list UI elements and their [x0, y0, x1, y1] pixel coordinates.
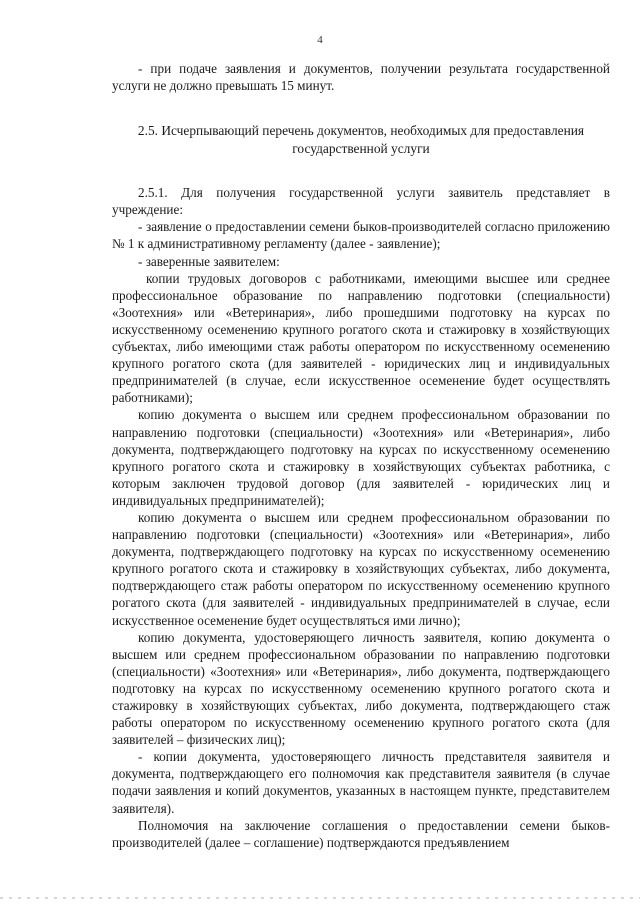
paragraph-application: - заявление о предоставлении семени быков-производителей согласно приложению № 1 к административному регламенту (далее - заявление);: [112, 219, 610, 252]
paragraph-entrepreneur-education: копию документа о высшем или среднем профессиональном образовании по направлению подготовки (специальности) «Зоотехния» или «Ветеринария», либо документа, подтверждающего подготовку на курсах по искусственному осеменению крупного рогатого скота и стажировку в хозяйствующих субъектах, либо документа, подтверждающего стаж работы оператором по искусственному осеменению крупного рогатого скота (для заявителей - индивидуальных предпринимателей в случае, если искусственное осеменение будет осуществляться ими лично);: [112, 509, 610, 628]
document-body: [112, 60, 610, 851]
paragraph-individual-documents: копию документа, удостоверяющего личность заявителя, копию документа о высшем или среднем профессиональном образовании по направлению подготовки (специальности) «Зоотехния» или «Ветеринария», либо документа, подтверждающего подготовку на курсах по искусственному осеменению крупного рогатого скота и стажировку в хозяйствующих субъектах, либо документа, подтверждающего стаж работы оператором по искусственному осеменению крупного рогатого скота (для заявителей – физических лиц);: [112, 629, 610, 748]
paragraph-certified: - заверенные заявителем:: [138, 253, 280, 269]
intro-paragraph: - при подаче заявления и документов, получении результата государственной услуги не должно превышать 15 минут.: [112, 61, 610, 94]
page-number: 4: [317, 34, 323, 46]
section-heading: 2.5. Исчерпывающий перечень документов, необходимых для предоставления государственной услуги: [137, 123, 585, 157]
paragraph-representative: - копии документа, удостоверяющего личность представителя заявителя и документа, подтверждающего его полномочия как представителя заявителя (в случае подачи заявления и копий документов, указанных в настоящем пункте, представителем заявителя).: [112, 749, 610, 816]
paragraph-agreement-authority: Полномочия на заключение соглашения о предоставлении семени быков-производителей (далее – соглашение) подтверждаются предъявлением: [112, 817, 610, 850]
paragraph-employee-education: копию документа о высшем или среднем профессиональном образовании по направлению подготовки (специальности) «Зоотехния» или «Ветеринария», либо документа, подтверждающего подготовку на курсах по искусственному осеменению крупного рогатого скота и стажировку в хозяйствующих субъектах работника, с которым заключен трудовой договор (для заявителей - юридических лиц и индивидуальных предпринимателей);: [112, 407, 610, 508]
paragraph-2-5-1: 2.5.1. Для получения государственной услуги заявитель представляет в учреждение:: [112, 185, 610, 218]
scan-edge-artifact: [0, 897, 640, 899]
paragraph-labor-contracts: копии трудовых договоров с работниками, имеющими высшее или среднее профессиональное образование по направлению подготовки (специальности) «Зоотехния» или «Ветеринария», либо прошедшими подготовку на курсах по искусственному осеменению крупного рогатого скота и стажировку в хозяйствующих субъектах, либо имеющими стаж работы оператором по искусственному осеменению крупного рогатого скота (для заявителей - юридических лиц и индивидуальных предпринимателей (в случае, если искусственное осеменение будет осуществлять работниками);: [112, 270, 610, 406]
